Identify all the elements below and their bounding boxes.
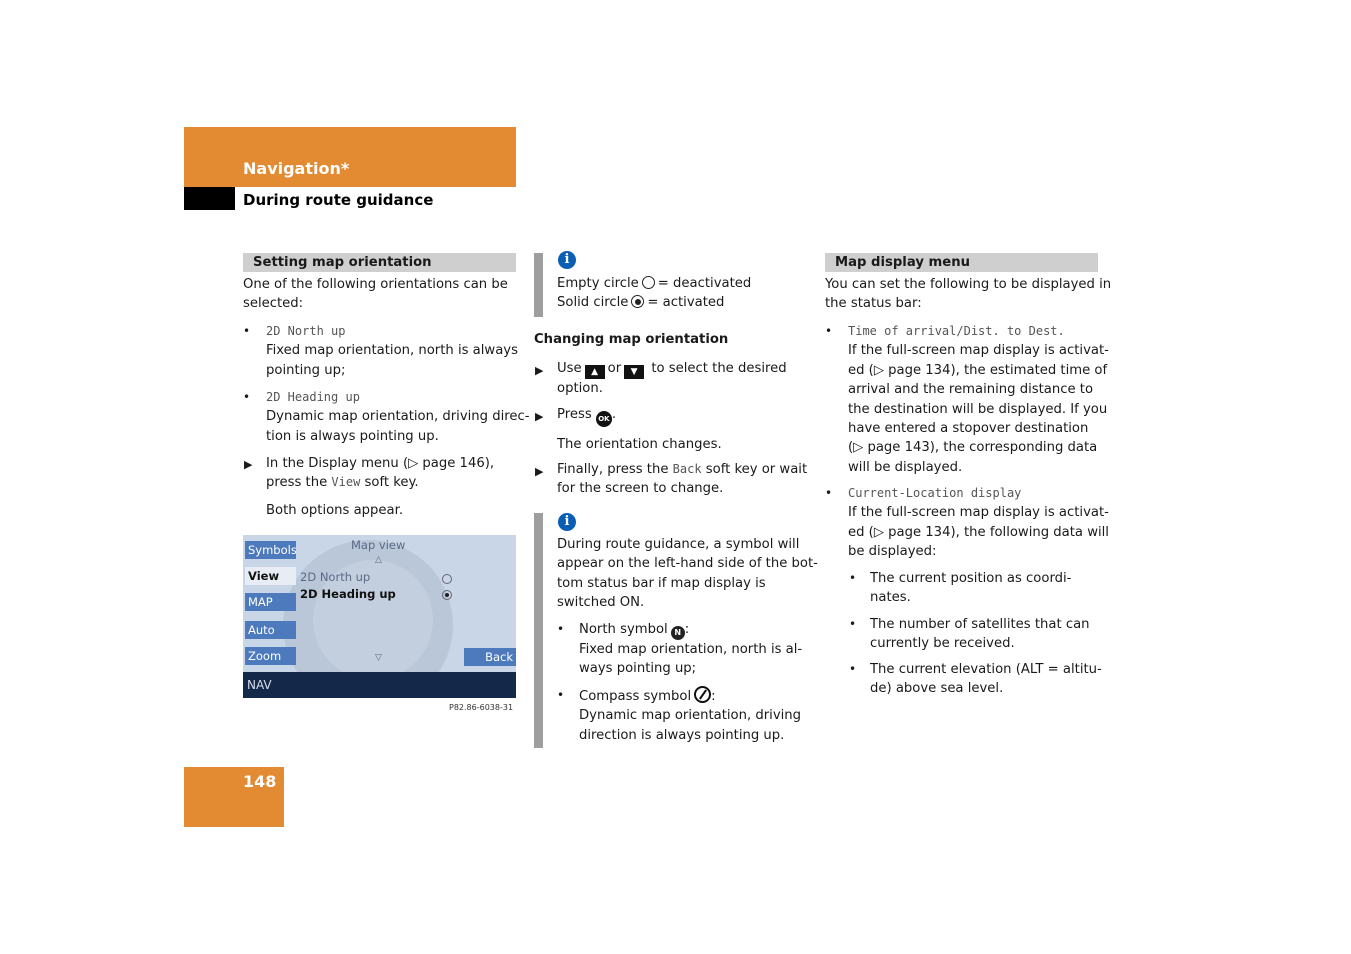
bullet-icon: • xyxy=(557,688,565,702)
softkey-auto[interactable]: Auto xyxy=(245,621,296,639)
header-band xyxy=(184,127,516,187)
figure-id: P82.86-6038-31 xyxy=(449,703,514,712)
sub-item-satellites: The number of satellites that can currently be received. xyxy=(870,617,1090,652)
header-marker xyxy=(184,187,235,210)
info-circle-legend: Empty circle = deactivated Solid circle = activated xyxy=(557,276,752,311)
option-north-up[interactable]: 2D North up xyxy=(300,570,371,584)
step-press-ok: Press OK . The orientation changes. xyxy=(557,407,722,452)
list-item-north-up: 2D North up Fixed map orientation, north is always pointing up; xyxy=(266,324,518,378)
info-sidebar xyxy=(534,253,543,317)
bullet-icon: • xyxy=(849,571,857,585)
info-icon: i xyxy=(558,251,576,269)
list-item-north-symbol: North symbol N : Fixed map orientation, north is al- ways pointing up; xyxy=(579,622,803,677)
down-key-icon: ▼ xyxy=(624,365,644,379)
step-use-arrows: Use ▲ or ▼ to select the desired option. xyxy=(557,361,787,396)
step-press-back: Finally, press the Back soft key or wait for the screen to change. xyxy=(557,462,808,497)
col1-intro: One of the following orientations can be selected: xyxy=(243,277,508,312)
bullet-icon: • xyxy=(825,486,833,500)
north-symbol-icon: N xyxy=(671,626,685,640)
softkey-map[interactable]: MAP xyxy=(245,593,296,611)
empty-circle-icon xyxy=(642,276,655,289)
sub-item-position: The current position as coordi- nates. xyxy=(870,571,1072,606)
list-item-time-of-arrival: Time of arrival/Dist. to Dest. If the full-screen map display is activat- ed (▷ page 134), the estimated time of arrival and the remaining distance to the destination will be displayed. If you have entered a stopover destination (▷ page 143), the corresponding data will be displayed. xyxy=(848,324,1109,475)
scroll-up-icon[interactable]: △ xyxy=(375,555,382,565)
page-number: 148 xyxy=(243,772,277,791)
list-item-current-location: Current-Location display If the full-screen map display is activat- ed (▷ page 134), the following data will be displayed: xyxy=(848,486,1109,560)
bullet-icon: • xyxy=(243,390,251,404)
softkey-zoom[interactable]: Zoom xyxy=(245,647,296,665)
menu-title: Map view xyxy=(351,538,406,552)
radio-empty-icon xyxy=(442,574,452,584)
softkey-view[interactable]: View xyxy=(245,567,296,585)
step-arrow-icon: ▶ xyxy=(535,410,544,423)
scroll-down-icon[interactable]: ▽ xyxy=(375,653,382,663)
info-status-symbol: During route guidance, a symbol will appear on the left-hand side of the bot- tom status bar if map display is switched ON. xyxy=(557,537,818,611)
section-subtitle: During route guidance xyxy=(243,191,434,209)
ok-key-icon: OK xyxy=(596,411,612,427)
info-sidebar xyxy=(534,513,543,748)
softkey-back[interactable]: Back xyxy=(464,648,516,666)
step-arrow-icon: ▶ xyxy=(244,458,253,471)
bullet-icon: • xyxy=(557,622,565,636)
section-heading-map-display-menu: Map display menu xyxy=(825,253,1098,272)
col3-intro: You can set the following to be displayed in the status bar: xyxy=(825,277,1112,312)
subheading-changing-orientation: Changing map orientation xyxy=(534,332,729,347)
compass-symbol-icon xyxy=(694,686,711,703)
list-item-compass-symbol: Compass symbol : Dynamic map orientation, driving direction is always pointing up. xyxy=(579,686,801,745)
bullet-icon: • xyxy=(825,324,833,338)
option-heading-up[interactable]: 2D Heading up xyxy=(300,587,396,601)
bullet-icon: • xyxy=(849,617,857,631)
nav-status-bar: NAV xyxy=(243,672,516,698)
softkey-symbols[interactable]: Symbols xyxy=(245,541,296,559)
map-view-screen xyxy=(243,535,516,698)
sub-item-elevation: The current elevation (ALT = altitu- de) above sea level. xyxy=(870,662,1102,697)
list-item-heading-up: 2D Heading up Dynamic map orientation, driving direc- tion is always pointing up. xyxy=(266,390,530,444)
bullet-icon: • xyxy=(243,324,251,338)
step-display-menu: In the Display menu (▷ page 146), press the View soft key. Both options appear. xyxy=(266,456,495,518)
solid-circle-icon xyxy=(631,295,644,308)
info-icon: i xyxy=(558,513,576,531)
step-arrow-icon: ▶ xyxy=(535,465,544,478)
bullet-icon: • xyxy=(849,662,857,676)
section-heading-map-orientation: Setting map orientation xyxy=(243,253,516,272)
chapter-title: Navigation* xyxy=(243,159,350,178)
step-arrow-icon: ▶ xyxy=(535,364,544,377)
radio-selected-icon xyxy=(442,590,452,600)
up-key-icon: ▲ xyxy=(585,365,605,379)
